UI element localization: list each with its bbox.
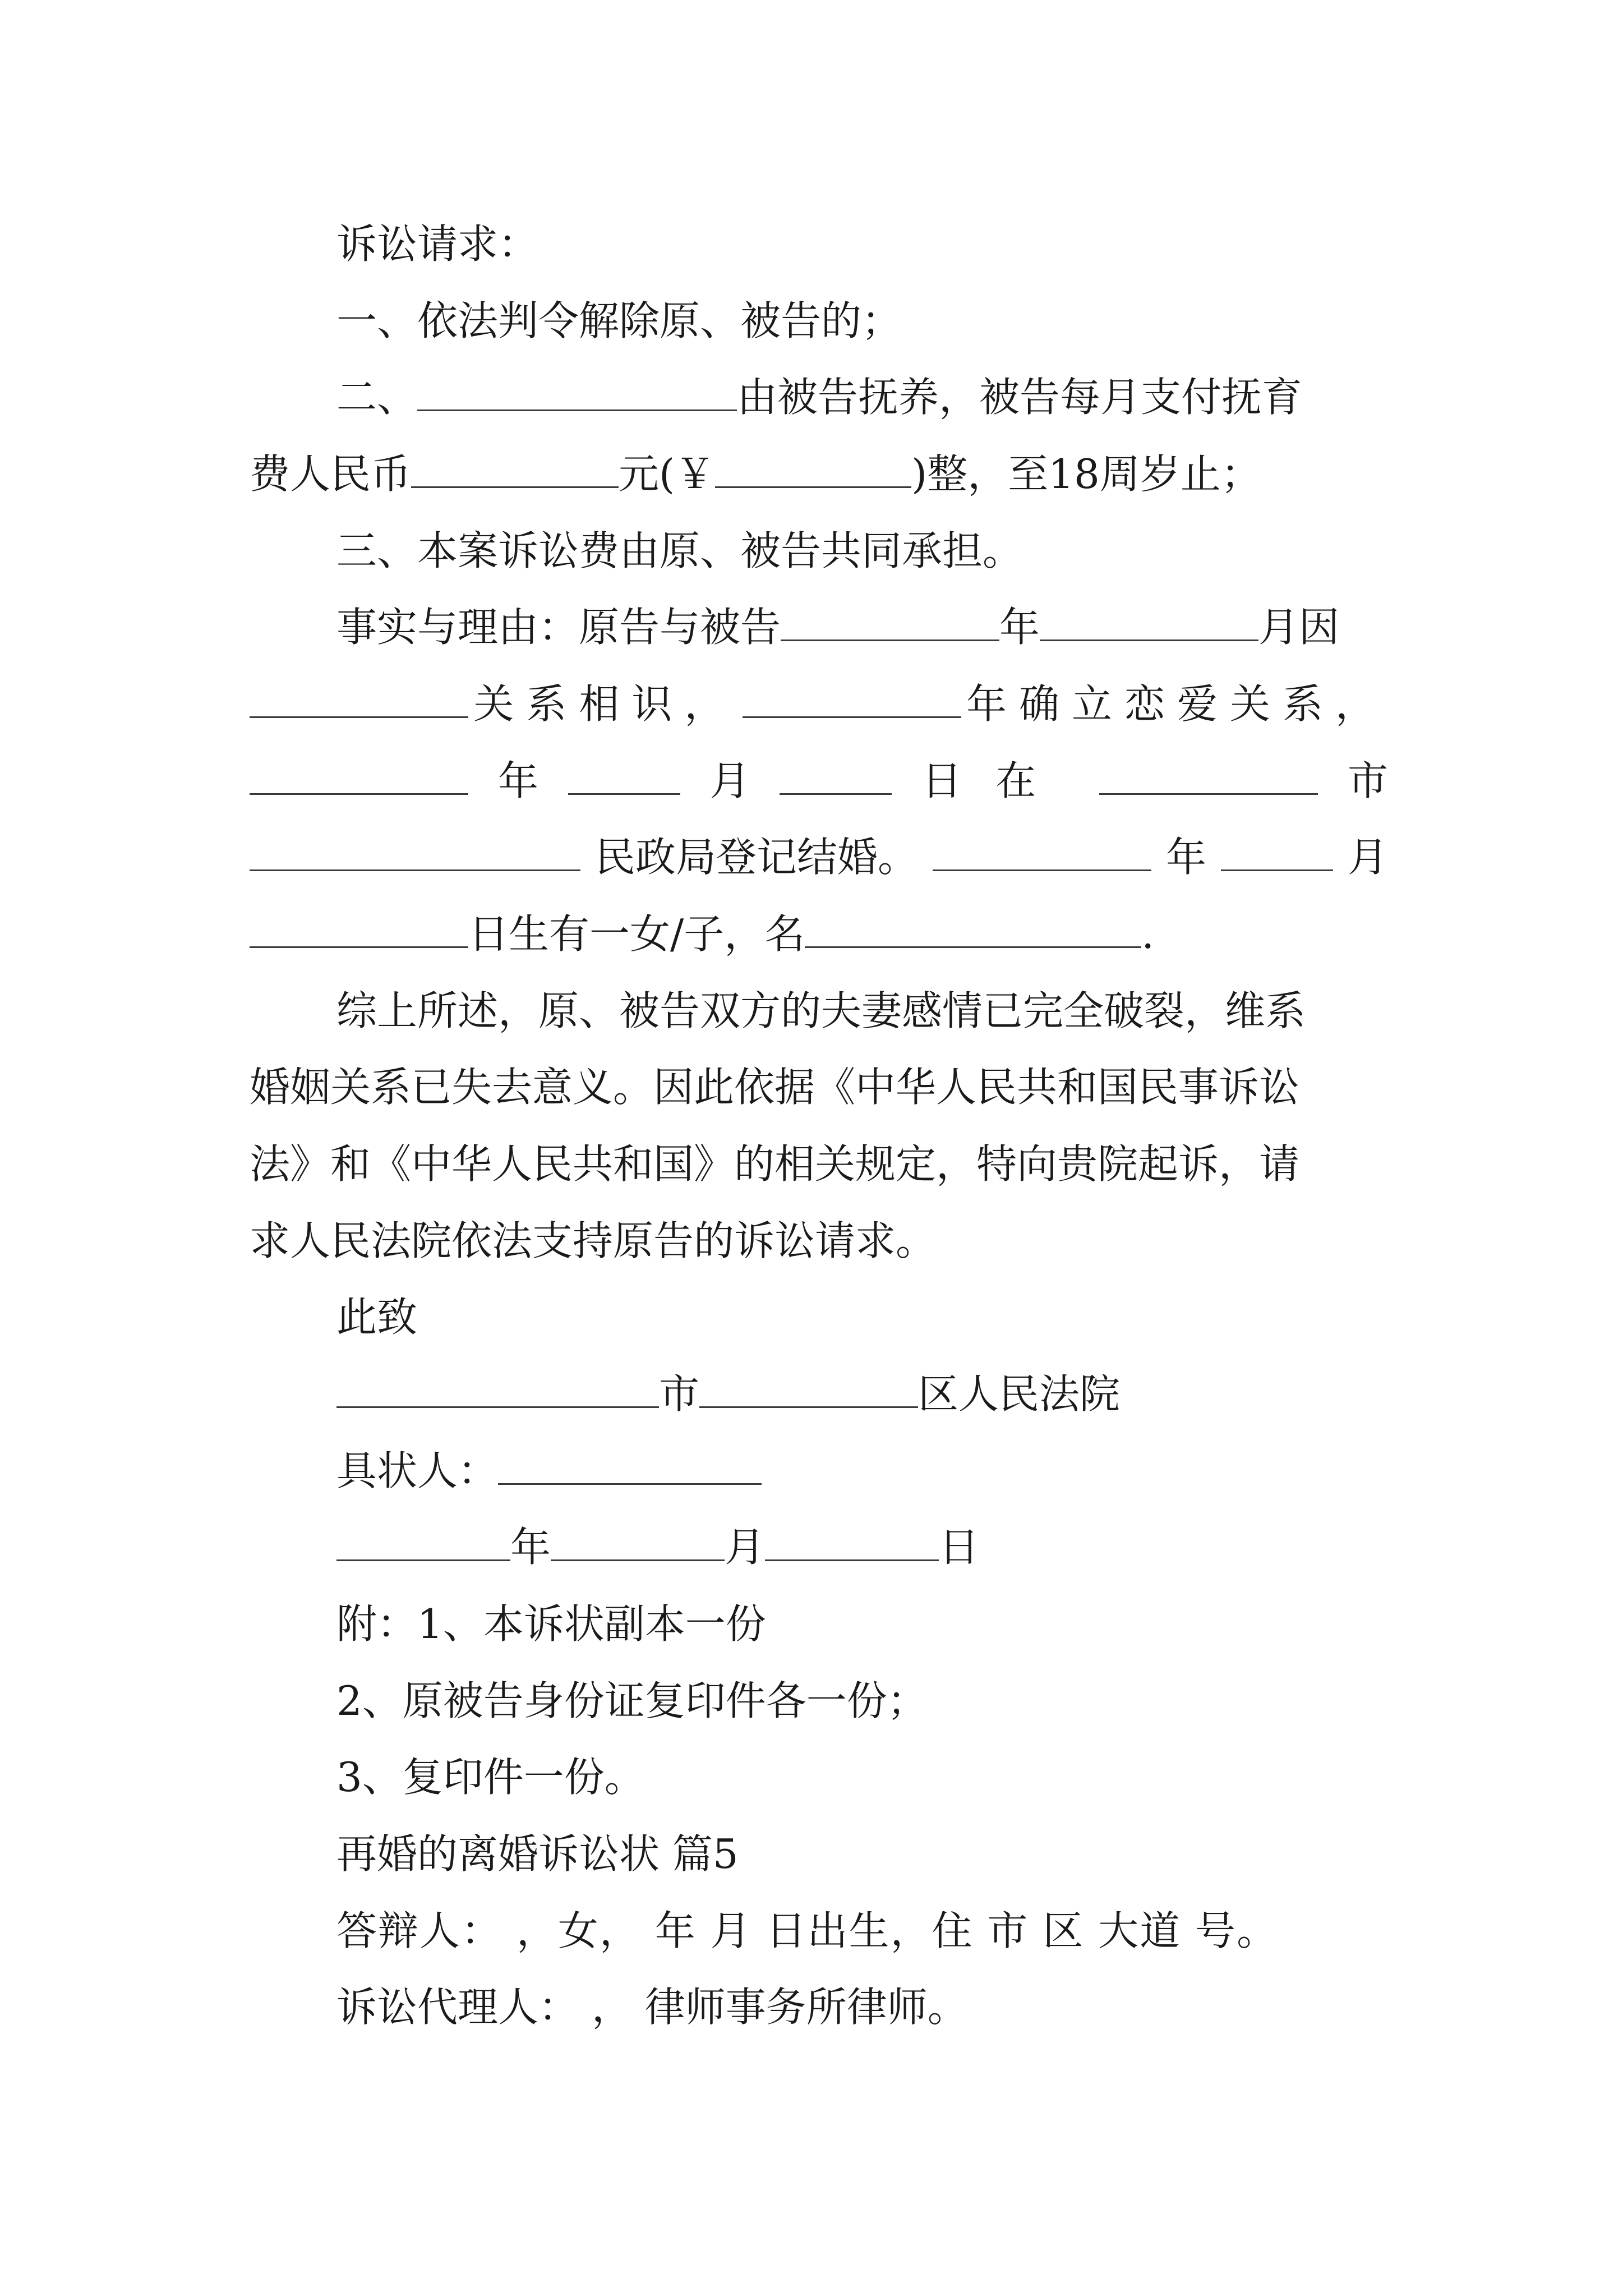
- closing-greeting: 此致: [336, 1294, 418, 1341]
- attachment-2: 2、原被告身份证复印件各一份；: [336, 1677, 928, 1724]
- bureau-blank[interactable]: [250, 829, 580, 871]
- ri-zai-label: 日在: [921, 757, 1070, 804]
- claim-item-2-cont: [250, 446, 1261, 502]
- date-month-label: 月: [725, 1524, 766, 1571]
- birth-year-blank[interactable]: [933, 829, 1151, 871]
- fee-label: 费人民币: [250, 450, 412, 498]
- date-year-blank[interactable]: [336, 1519, 510, 1561]
- child-given-name-blank[interactable]: [805, 906, 1141, 948]
- born-label: 日生有一女/子，名: [468, 910, 805, 958]
- court-label: 区人民法院: [918, 1370, 1121, 1418]
- marry-year-blank[interactable]: [250, 753, 468, 795]
- met-year-blank[interactable]: [781, 599, 999, 641]
- year-love-label: 年确立恋爱关系，: [966, 680, 1388, 728]
- agent-line: 诉讼代理人： ， 律师事务所律师。: [336, 1984, 968, 2031]
- love-year-blank[interactable]: [743, 676, 961, 718]
- attachment-1: 附：1、本诉状副本一份: [336, 1600, 766, 1648]
- yue-label: 月: [709, 757, 750, 804]
- claim-item-1: 一、依法判令解除原、被告的；: [336, 297, 902, 344]
- facts-lead: 事实与理由：原告与被告: [336, 604, 781, 651]
- claim-item-2-prefix: 二、: [336, 374, 418, 421]
- summary-line-4: 求人民法院依法支持原告的诉讼请求。: [250, 1217, 937, 1264]
- claim-item-2: [336, 369, 1302, 425]
- signer-label: 具状人：: [336, 1447, 499, 1494]
- date-year-label: 年: [510, 1524, 551, 1571]
- fee-suffix: )整，至18周岁止；: [911, 450, 1261, 498]
- date-month-blank[interactable]: [551, 1519, 725, 1561]
- court-line: [336, 1366, 1120, 1422]
- met-month-blank[interactable]: [1040, 599, 1258, 641]
- birth-month-blank[interactable]: [1221, 829, 1333, 871]
- marry-day-blank[interactable]: [780, 753, 892, 795]
- facts-line-4: [250, 829, 1388, 885]
- city-label: 市: [659, 1370, 700, 1418]
- signer-line: [336, 1443, 762, 1499]
- claim-item-3: 三、本案诉讼费由原、被告共同承担。: [336, 527, 1023, 574]
- facts-line-1: [336, 599, 1339, 655]
- date-day-label: 日: [939, 1524, 980, 1571]
- yue2-label: 月: [1347, 834, 1388, 881]
- birth-day-blank[interactable]: [250, 906, 468, 948]
- nian-label: 年: [497, 757, 538, 804]
- month-because-label: 月因: [1258, 604, 1340, 651]
- fee-number-blank[interactable]: [715, 446, 911, 488]
- court-district-blank[interactable]: [699, 1366, 918, 1408]
- fee-amount-blank[interactable]: [411, 446, 619, 488]
- signer-blank[interactable]: [498, 1443, 762, 1485]
- summary-line-2: 婚姻关系已失去意义。因此依据《中华人民共和国民事诉讼: [250, 1064, 1300, 1111]
- court-city-blank[interactable]: [336, 1366, 659, 1408]
- attachment-3: 3、复印件一份。: [336, 1754, 645, 1801]
- facts-line-5: [250, 906, 1154, 962]
- relation-met-label: 关系相识，: [473, 680, 737, 728]
- relation-blank[interactable]: [250, 676, 468, 718]
- facts-line-2: [250, 676, 1388, 732]
- registered-label: 民政局登记结婚。: [594, 834, 918, 881]
- marry-month-blank[interactable]: [568, 753, 680, 795]
- marry-city-blank[interactable]: [1099, 753, 1318, 795]
- date-day-blank[interactable]: [765, 1519, 939, 1561]
- yuan-label: 元(￥: [619, 450, 716, 498]
- period-mark: .: [1141, 910, 1155, 958]
- claim-item-2-text: 由被告抚养，被告每月支付抚育: [737, 374, 1303, 421]
- shi-label: 市: [1347, 757, 1388, 804]
- nian2-label: 年: [1165, 834, 1206, 881]
- year-label: 年: [999, 604, 1040, 651]
- section-title: 再婚的离婚诉讼状 篇5: [336, 1830, 739, 1878]
- respondent-line: 答辩人： ，女， 年 月 日出生，住 市 区 大道 号。: [336, 1907, 1279, 1954]
- child-name-blank[interactable]: [417, 369, 737, 411]
- summary-line-3: 法》和《中华人民共和国》的相关规定，特向贵院起诉，请: [250, 1140, 1300, 1188]
- claims-heading: 诉讼请求：: [336, 220, 539, 268]
- date-line: [336, 1519, 979, 1575]
- facts-line-3: [250, 753, 1388, 809]
- summary-line-1: 综上所述，原、被告双方的夫妻感情已完全破裂，维系: [336, 987, 1306, 1034]
